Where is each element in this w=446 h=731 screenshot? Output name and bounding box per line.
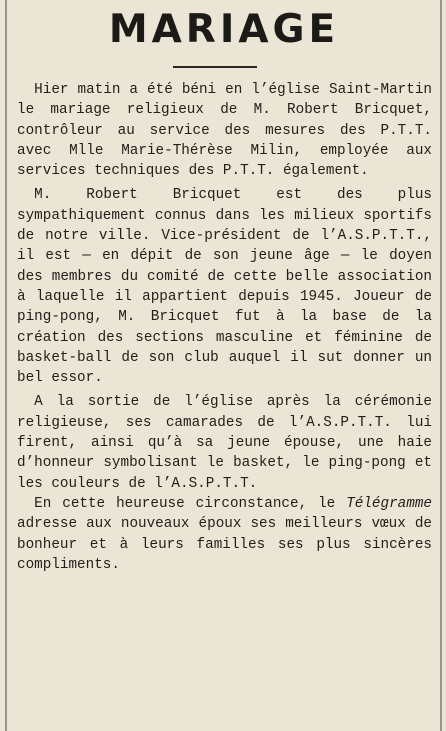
paragraph-congratulations bbox=[17, 494, 432, 575]
headline: MARIAGE bbox=[108, 7, 340, 52]
paragraph-groom-profile: M. Robert Bricquet est des plus sympathiquement connus dans les milieux sportifs de notre ville. Vice-président de l’A.S.P.T.T., il est — en dépit de son jeune âge — le doyen des membres du comité de cette belle association à laquelle il appartient depuis 1945. Joueur de ping-pong, M. Bricquet fut à la base de la création des sections masculine et féminine de basket-ball de son club auquel il sut donner un bel essor. bbox=[17, 187, 432, 387]
congratulations-rest: adresse aux nouveaux époux ses meilleurs vœux de bonheur et à leurs familles ses plus sincères compliments. bbox=[17, 516, 432, 573]
congratulations-lead: En cette heureuse circonstance, le bbox=[34, 495, 336, 512]
paragraph-wedding-announcement: Hier matin a été béni en l’église Saint-Martin le mariage religieux de M. Robert Bricquet, contrôleur au service des mesures des P.T.T. avec Mlle Marie-Thérèse Milin, employée aux services techniques des P.T.T. également. bbox=[17, 82, 432, 180]
paragraph-guard-of-honour: A la sortie de l’église après la cérémonie religieuse, ses camarades de l’A.S.P.T.T. lui firent, ainsi qu’à sa jeune épouse, une haie d’honneur symbolisant le basket, le ping-pong et les couleurs de l’A.S.P.T.T. bbox=[17, 394, 432, 492]
headline-underline bbox=[173, 66, 257, 68]
newspaper-name: Télégramme bbox=[346, 495, 432, 512]
right-column-rule bbox=[440, 0, 442, 731]
left-column-rule bbox=[5, 0, 7, 731]
article-body bbox=[17, 80, 432, 575]
